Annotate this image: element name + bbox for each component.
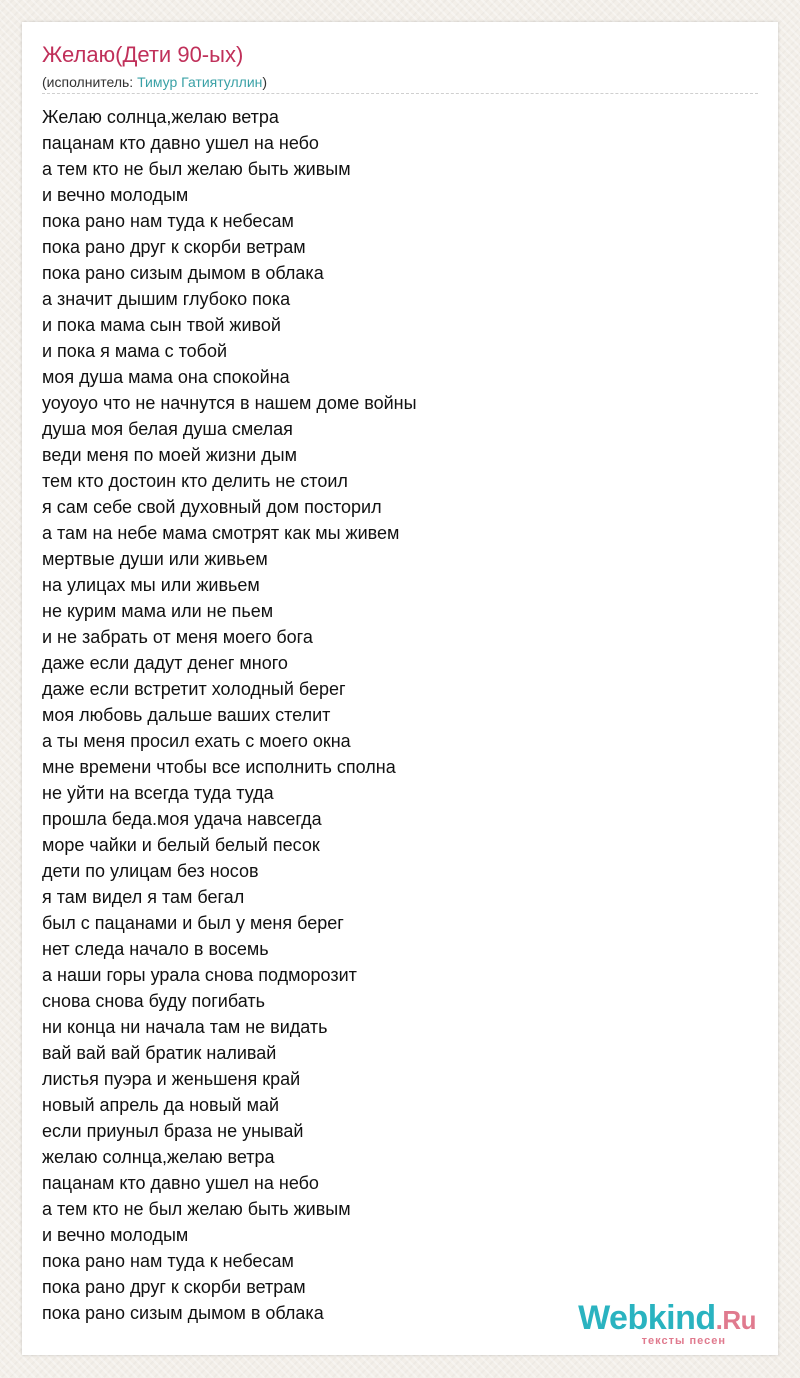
- lyric-line: вай вай вай братик наливай: [42, 1043, 277, 1063]
- lyric-line: даже если встретит холодный берег: [42, 679, 346, 699]
- lyric-line: пока рано сизым дымом в облака: [42, 263, 324, 283]
- lyrics-body: [42, 104, 758, 1326]
- lyric-line: прошла беда.моя удача навсегда: [42, 809, 322, 829]
- lyric-line: а ты меня просил ехать с моего окна: [42, 731, 351, 751]
- lyric-line: душа моя белая душа смелая: [42, 419, 293, 439]
- lyric-line: а тем кто не был желаю быть живым: [42, 1199, 351, 1219]
- divider: [42, 93, 758, 94]
- lyric-line: а значит дышим глубоко пока: [42, 289, 291, 309]
- lyric-line: был с пацанами и был у меня берег: [42, 913, 344, 933]
- lyric-line: новый апрель да новый май: [42, 1095, 280, 1115]
- logo-tld: .Ru: [715, 1305, 756, 1335]
- artist-line: [42, 74, 267, 90]
- lyric-line: на улицах мы или живьем: [42, 575, 260, 595]
- lyric-line: снова снова буду погибать: [42, 991, 265, 1011]
- lyric-line: и вечно молодым: [42, 185, 189, 205]
- lyrics-card: [22, 22, 778, 1355]
- artist-suffix: ): [262, 74, 268, 90]
- lyric-line: пацанам кто давно ушел на небо: [42, 133, 319, 153]
- logo-subtitle: тексты песен: [641, 1335, 726, 1347]
- lyric-line: и вечно молодым: [42, 1225, 189, 1245]
- lyric-line: и пока я мама с тобой: [42, 341, 228, 361]
- lyric-line: и не забрать от меня моего бога: [42, 627, 313, 647]
- lyric-line: даже если дадут денег много: [42, 653, 288, 673]
- lyric-line: дети по улицам без носов: [42, 861, 259, 881]
- lyric-line: мертвые души или живьем: [42, 549, 268, 569]
- lyric-line: пока рано нам туда к небесам: [42, 1251, 294, 1271]
- lyric-line: моя душа мама она спокойна: [42, 367, 290, 387]
- logo-main-text: Webkind: [578, 1299, 716, 1337]
- artist-prefix: (исполнитель:: [42, 74, 138, 90]
- lyric-line: я сам себе свой духовный дом посторил: [42, 497, 382, 517]
- lyric-line: пока рано друг к скорби ветрам: [42, 237, 306, 257]
- lyric-line: пока рано сизым дымом в облака: [42, 1303, 324, 1323]
- lyric-line: если приуныл браза не унывай: [42, 1121, 304, 1141]
- lyric-line: тем кто достоин кто делить не стоил: [42, 471, 348, 491]
- lyric-line: я там видел я там бегал: [42, 887, 245, 907]
- lyric-line: не курим мама или не пьем: [42, 601, 274, 621]
- site-logo[interactable]: [578, 1301, 756, 1347]
- lyric-line: и пока мама сын твой живой: [42, 315, 281, 335]
- lyric-line: мне времени чтобы все исполнить сполна: [42, 757, 396, 777]
- lyric-line: ни конца ни начала там не видать: [42, 1017, 328, 1037]
- logo-wordmark: [578, 1301, 756, 1337]
- lyric-line: пока рано друг к скорби ветрам: [42, 1277, 306, 1297]
- lyric-line: а тем кто не был желаю быть живым: [42, 159, 351, 179]
- lyric-line: веди меня по моей жизни дым: [42, 445, 297, 465]
- lyric-line: пока рано нам туда к небесам: [42, 211, 294, 231]
- lyric-line: а наши горы урала снова подморозит: [42, 965, 357, 985]
- lyric-line: Желаю солнца,желаю ветра: [42, 107, 279, 127]
- song-title: Желаю(Дети 90-ых): [42, 42, 244, 67]
- lyric-line: уоуоуо что не начнутся в нашем доме войны: [42, 393, 417, 413]
- artist-link[interactable]: Тимур Гатиятуллин: [137, 74, 263, 90]
- lyric-line: пацанам кто давно ушел на небо: [42, 1173, 319, 1193]
- lyric-line: не уйти на всегда туда туда: [42, 783, 274, 803]
- lyric-line: листья пуэра и женьшеня край: [42, 1069, 301, 1089]
- lyric-line: а там на небе мама смотрят как мы живем: [42, 523, 400, 543]
- lyric-line: нет следа начало в восемь: [42, 939, 269, 959]
- lyric-line: моя любовь дальше ваших стелит: [42, 705, 331, 725]
- lyric-line: желаю солнца,желаю ветра: [42, 1147, 275, 1167]
- lyric-line: море чайки и белый белый песок: [42, 835, 320, 855]
